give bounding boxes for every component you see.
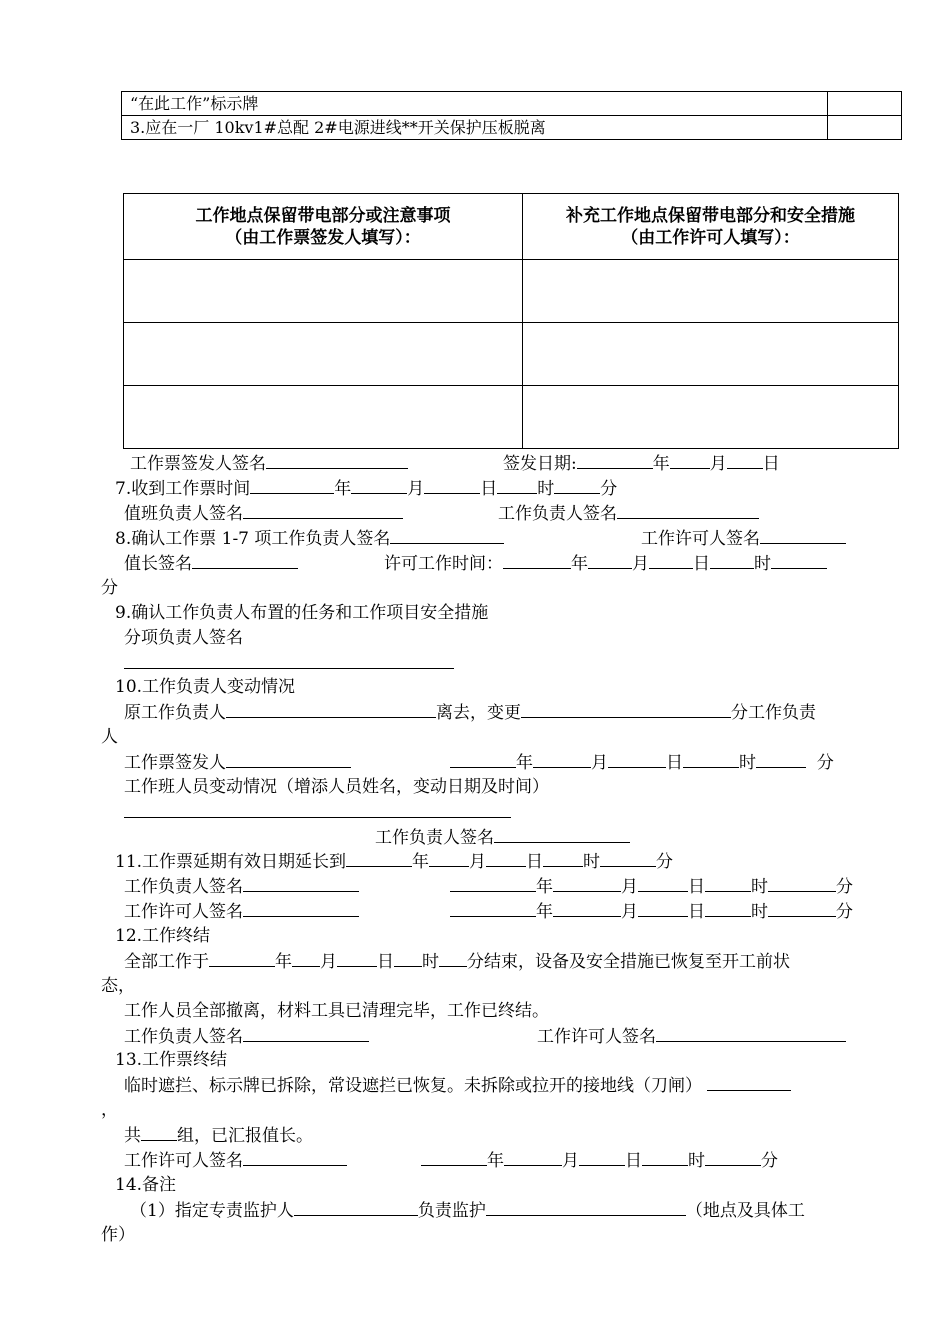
header-line: （由工作票签发人填写）： xyxy=(225,227,421,248)
permit-sign-line-4 xyxy=(124,1150,347,1171)
table-row xyxy=(124,323,899,386)
label-text: 值长签名 xyxy=(124,554,192,574)
change-date-line xyxy=(450,752,834,773)
label-text: 年 xyxy=(275,952,292,972)
issue-date-line xyxy=(503,453,780,474)
label-text: 许可工作时间： xyxy=(384,554,503,574)
work-leader-sign-line-4 xyxy=(124,1026,369,1047)
signature-blank[interactable] xyxy=(243,876,359,892)
date-blank[interactable] xyxy=(543,851,583,867)
table-row xyxy=(122,92,902,116)
completion-line xyxy=(124,951,790,972)
date-blank[interactable] xyxy=(588,553,632,569)
date-blank[interactable] xyxy=(705,1150,761,1166)
section-7-receive-time xyxy=(115,478,617,499)
label-text: （地点及具体工 xyxy=(685,1201,805,1221)
date-blank[interactable] xyxy=(553,901,621,917)
table-row xyxy=(122,116,902,140)
date-blank[interactable] xyxy=(424,478,480,494)
date-blank[interactable] xyxy=(705,901,751,917)
date-blank[interactable] xyxy=(450,901,536,917)
table-row xyxy=(124,260,899,323)
section-8-confirm xyxy=(115,528,504,549)
date-blank[interactable] xyxy=(429,851,469,867)
label-text: 分工作负责 xyxy=(731,703,816,723)
label-text: 原工作负责人 xyxy=(124,703,226,723)
label-text: 工作负责人签名 xyxy=(124,1027,243,1047)
count-blank[interactable] xyxy=(141,1125,177,1141)
label-text: 年 xyxy=(536,877,553,897)
date-blank[interactable] xyxy=(727,453,763,469)
date-blank[interactable] xyxy=(504,1150,562,1166)
date-blank[interactable] xyxy=(771,553,827,569)
label-text: 分 xyxy=(600,479,618,499)
issuer-line xyxy=(124,752,351,773)
column-header-issuer xyxy=(124,194,523,260)
label-text: 时 xyxy=(751,902,768,922)
label-text: 工作许可人签名 xyxy=(641,529,760,549)
label-text: 临时遮拦、标示牌已拆除，常设遮拦已恢复。未拆除或拉开的接地线（刀闸） xyxy=(124,1076,702,1096)
sub-leader-sign-label: 分项负责人签名 xyxy=(124,628,243,648)
section-12-title: 12.工作终结 xyxy=(115,926,211,946)
label-text: 年 xyxy=(571,554,588,574)
signature-blank[interactable] xyxy=(243,1026,369,1042)
label-text: 日 xyxy=(526,852,544,872)
signature-blank[interactable] xyxy=(243,503,403,519)
label-text: 分 xyxy=(836,877,853,897)
column-header-permitter xyxy=(523,194,899,260)
label-text: 工作许可人签名 xyxy=(124,902,243,922)
label-text: 月 xyxy=(407,479,425,499)
label-text: 全部工作于 xyxy=(124,952,209,972)
section-14-title: 14.备注 xyxy=(115,1175,177,1195)
label-text: 月 xyxy=(591,753,608,773)
wrap-text: 态， xyxy=(101,976,135,996)
signature-blank[interactable] xyxy=(656,1026,846,1042)
chief-sign-line xyxy=(124,553,298,574)
label-text: 7.收到工作票时间 xyxy=(115,479,251,499)
date-blank[interactable] xyxy=(642,1150,688,1166)
label-text: 分 xyxy=(761,1151,778,1171)
live-parts-table xyxy=(123,193,899,449)
label-text: 月 xyxy=(709,454,727,474)
date-blank[interactable] xyxy=(250,478,334,494)
table-header-row xyxy=(124,194,899,260)
permit-sign-line-3 xyxy=(537,1026,846,1047)
label-text: 月 xyxy=(320,952,337,972)
section-10-title: 10.工作负责人变动情况 xyxy=(115,677,296,697)
executed-check-cell xyxy=(828,92,902,116)
date-blank[interactable] xyxy=(497,478,537,494)
name-blank[interactable] xyxy=(521,702,731,718)
duty-leader-sign-line xyxy=(124,503,403,524)
crew-change-label: 工作班人员变动情况（增添人员姓名，变动日期及时间） xyxy=(124,777,549,797)
date-blank[interactable] xyxy=(421,1150,487,1166)
text-blank[interactable] xyxy=(707,1075,791,1091)
measure-text: “在此工作”标示牌 xyxy=(122,92,828,116)
date-blank[interactable] xyxy=(768,901,836,917)
work-leader-sign-line-2 xyxy=(375,827,630,848)
signature-blank[interactable] xyxy=(243,901,359,917)
date-blank[interactable] xyxy=(337,951,377,967)
date-blank[interactable] xyxy=(503,553,571,569)
date-blank[interactable] xyxy=(579,1150,625,1166)
measure-text: 3.应在一厂 10kv1#总配 2#电源进线**开关保护压板脱离 xyxy=(122,116,828,140)
label-text: 时 xyxy=(537,479,555,499)
text-blank[interactable] xyxy=(486,1200,686,1216)
label-text: 共 xyxy=(124,1126,141,1146)
date-blank[interactable] xyxy=(705,876,751,892)
date-blank[interactable] xyxy=(450,752,516,768)
label-text: 8.确认工作票 1-7 项工作负责人签名 xyxy=(115,529,391,549)
wrap-text: 作） xyxy=(101,1225,135,1245)
date-blank[interactable] xyxy=(683,752,739,768)
label-text: 时 xyxy=(688,1151,705,1171)
label-text: 时 xyxy=(754,554,771,574)
blank-cell[interactable] xyxy=(523,386,899,449)
label-text: 日 xyxy=(480,479,498,499)
header-line: 补充工作地点保留带电部分和安全措施 xyxy=(566,205,855,226)
date-blank[interactable] xyxy=(351,478,407,494)
signature-blank[interactable] xyxy=(243,1150,347,1166)
label-text: 日 xyxy=(688,877,705,897)
issuer-sign-line xyxy=(130,453,408,474)
date-blank[interactable] xyxy=(209,951,275,967)
termination-date-line xyxy=(421,1150,778,1171)
date-blank[interactable] xyxy=(649,553,693,569)
label-text: 日 xyxy=(693,554,710,574)
groups-line xyxy=(124,1125,313,1146)
name-blank[interactable] xyxy=(294,1200,418,1216)
label-text: 时 xyxy=(583,852,601,872)
date-blank[interactable] xyxy=(638,876,688,892)
signature-blank[interactable] xyxy=(192,553,298,569)
section-11-extension xyxy=(115,851,673,872)
wrap-text: 人 xyxy=(101,727,118,747)
blank-cell[interactable] xyxy=(523,323,899,386)
label-text: 日 xyxy=(688,902,705,922)
date-blank[interactable] xyxy=(439,951,467,967)
label-text: 负责监护 xyxy=(417,1201,486,1221)
label-text: 工作负责人签名 xyxy=(498,504,617,524)
date-blank[interactable] xyxy=(756,752,806,768)
executed-check-cell xyxy=(828,116,902,140)
blank-cell[interactable] xyxy=(124,260,523,323)
label-text: 值班负责人签名 xyxy=(124,504,243,524)
blank-cell[interactable] xyxy=(523,260,899,323)
safety-measures-table xyxy=(121,91,902,140)
date-blank[interactable] xyxy=(670,453,710,469)
label-text: 时 xyxy=(422,952,439,972)
label-text: 日 xyxy=(762,454,780,474)
label-text: 日 xyxy=(625,1151,642,1171)
work-leader-sign-line-3 xyxy=(124,876,359,897)
date-blank[interactable] xyxy=(577,453,653,469)
leader-change-line xyxy=(124,702,816,723)
label-text: 年 xyxy=(536,902,553,922)
label-text: 月 xyxy=(469,852,487,872)
crew-change-blank[interactable] xyxy=(124,801,511,818)
label-text: 月 xyxy=(621,877,638,897)
label-text: 时 xyxy=(739,753,756,773)
minute-label: 分 xyxy=(101,578,118,598)
date-blank[interactable] xyxy=(600,851,656,867)
label-text: 日 xyxy=(666,753,683,773)
label-text: 工作票签发人 xyxy=(124,753,226,773)
wrap-text: ， xyxy=(101,1100,118,1120)
label-text: 分 xyxy=(836,902,853,922)
label-text: 分 xyxy=(656,852,674,872)
label-text: 工作许可人签名 xyxy=(124,1151,243,1171)
date-blank[interactable] xyxy=(394,951,422,967)
label-text: 年 xyxy=(652,454,670,474)
label-text: 时 xyxy=(751,877,768,897)
removed-line xyxy=(124,1075,791,1096)
label-text: 离去，变更 xyxy=(436,703,521,723)
extension-date-line-1 xyxy=(450,876,853,897)
signature-blank[interactable] xyxy=(760,528,846,544)
signature-blank[interactable] xyxy=(266,453,408,469)
permit-sign-line xyxy=(641,528,846,549)
label-text: 工作许可人签名 xyxy=(537,1027,656,1047)
date-blank[interactable] xyxy=(554,478,600,494)
section-9-title: 9.确认工作负责人布置的任务和工作项目安全措施 xyxy=(115,603,489,623)
signature-blank[interactable] xyxy=(494,827,630,843)
signature-blank[interactable] xyxy=(390,528,504,544)
label-text: 年 xyxy=(334,479,352,499)
signature-blank[interactable] xyxy=(617,503,759,519)
header-line: （由工作许可人填写）： xyxy=(621,227,800,248)
date-blank[interactable] xyxy=(486,851,526,867)
date-blank[interactable] xyxy=(710,553,754,569)
work-leader-sign-line xyxy=(498,503,759,524)
section-13-title: 13.工作票终结 xyxy=(115,1050,228,1070)
signature-blank[interactable] xyxy=(226,752,351,768)
sub-leader-signature-blank[interactable] xyxy=(124,652,454,669)
date-blank[interactable] xyxy=(768,876,836,892)
date-blank[interactable] xyxy=(608,752,666,768)
label-text: 签发日期: xyxy=(503,454,577,474)
table-row xyxy=(124,386,899,449)
date-blank[interactable] xyxy=(450,876,536,892)
label-text: 11.工作票延期有效日期延长到 xyxy=(115,852,347,872)
date-blank[interactable] xyxy=(553,876,621,892)
date-blank[interactable] xyxy=(346,851,412,867)
monitor-line xyxy=(130,1200,805,1221)
label-text: 组，已汇报值长。 xyxy=(177,1126,313,1146)
label-text: 工作票签发人签名 xyxy=(130,454,266,474)
label-text: 工作负责人签名 xyxy=(375,828,494,848)
extension-date-line-2 xyxy=(450,901,853,922)
label-text: 分 xyxy=(816,753,834,773)
label-text: （1）指定专责监护人 xyxy=(130,1201,294,1221)
date-blank[interactable] xyxy=(638,901,688,917)
label-text: 年 xyxy=(487,1151,504,1171)
label-text: 月 xyxy=(562,1151,579,1171)
label-text: 年 xyxy=(516,753,533,773)
cleared-text: 工作人员全部撤离，材料工具已清理完毕，工作已终结。 xyxy=(124,1001,549,1021)
date-blank[interactable] xyxy=(292,951,320,967)
date-blank[interactable] xyxy=(533,752,591,768)
label-text: 日 xyxy=(377,952,394,972)
name-blank[interactable] xyxy=(226,702,436,718)
label-text: 工作负责人签名 xyxy=(124,877,243,897)
blank-cell[interactable] xyxy=(124,386,523,449)
permit-time-line xyxy=(384,553,827,574)
label-text: 分结束，设备及安全措施已恢复至开工前状 xyxy=(467,952,790,972)
label-text: 月 xyxy=(632,554,649,574)
label-text: 月 xyxy=(621,902,638,922)
label-text: 年 xyxy=(412,852,430,872)
header-line: 工作地点保留带电部分或注意事项 xyxy=(195,205,451,226)
permit-sign-line-2 xyxy=(124,901,359,922)
blank-cell[interactable] xyxy=(124,323,523,386)
